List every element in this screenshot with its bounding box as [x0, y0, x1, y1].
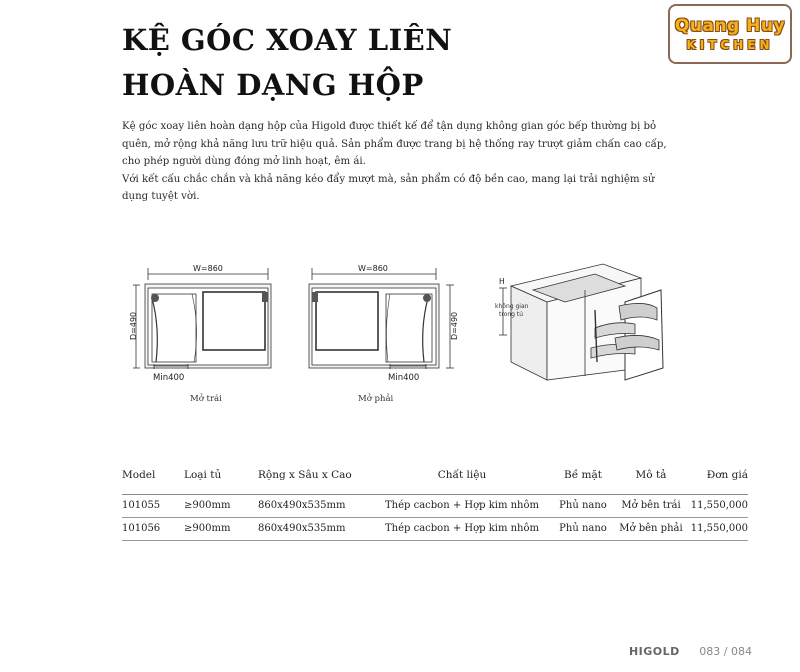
- plan-diagram-right-opening: [300, 258, 460, 388]
- cell-model: 101055: [122, 494, 184, 517]
- cell-description: Mở bên trái: [618, 494, 684, 517]
- plan-diagram-left-opening: [128, 258, 278, 388]
- table-row: [122, 494, 748, 517]
- cell-model: 101056: [122, 517, 184, 540]
- header-cabinet-type: Loại tủ: [184, 457, 258, 494]
- footer-brand: HIGOLD: [628, 645, 680, 658]
- width-label-left: W=860: [193, 264, 223, 273]
- caption-left-opening: Mở trái: [190, 394, 222, 404]
- depth-label-left: D=490: [129, 311, 138, 340]
- logo-subtitle: KITCHEN: [686, 38, 774, 52]
- width-label-right: W=860: [358, 264, 388, 273]
- logo-wordmark: Quang Huy: [674, 16, 786, 36]
- cell-price: 11,550,000: [684, 517, 748, 540]
- cell-dimensions: 860x490x535mm: [258, 517, 376, 540]
- header-dimensions: Rộng x Sâu x Cao: [258, 457, 376, 494]
- header-description: Mô tả: [618, 457, 684, 494]
- space-note-line-1: không gian: [495, 303, 529, 310]
- min-label-left: Min400: [153, 373, 185, 383]
- caption-right-opening: Mở phải: [358, 394, 394, 404]
- brand-logo: [668, 4, 792, 64]
- cell-surface: Phủ nano: [548, 517, 618, 540]
- product-description: [122, 118, 672, 206]
- depth-label-right: D=490: [450, 311, 459, 340]
- spec-table: [122, 457, 748, 541]
- description-paragraph-1: Kệ góc xoay liên hoàn dạng hộp của Higold được thiết kế để tận dụng không gian góc bếp thường bị bỏ quên, mở rộng khả năng lưu trữ hiệu quả. Sản phẩm được trang bị hệ thống ray trượt giảm chấn cao cấp, cho phép người dùng đóng mở linh hoạt, êm ái.: [122, 121, 667, 167]
- header-model: Model: [122, 457, 184, 494]
- header-price: Đơn giá: [684, 457, 748, 494]
- min-label-right: Min400: [388, 373, 420, 383]
- title-line-2: HOÀN DẠNG HỘP: [122, 68, 424, 102]
- page-title: [122, 18, 452, 108]
- title-line-1: KỆ GÓC XOAY LIÊN: [122, 23, 453, 57]
- cell-surface: Phủ nano: [548, 494, 618, 517]
- page-footer: [629, 645, 752, 658]
- table-header-row: [122, 457, 748, 494]
- cell-material: Thép cacbon + Hợp kim nhôm: [376, 494, 548, 517]
- description-paragraph-2: Với kết cấu chắc chắn và khả năng kéo đẩy mượt mà, sản phẩm có độ bền cao, mang lại trải nghiệm sử dụng tuyệt vời.: [122, 173, 655, 202]
- cell-price: 11,550,000: [684, 494, 748, 517]
- cell-description: Mở bên phải: [618, 517, 684, 540]
- header-surface: Bề mặt: [548, 457, 618, 494]
- page-numbers: 083 / 084: [699, 645, 752, 658]
- cell-cabinet-type: ≥900mm: [184, 517, 258, 540]
- space-note-line-2: trong tủ: [499, 311, 524, 318]
- cell-dimensions: 860x490x535mm: [258, 494, 376, 517]
- table-row: [122, 517, 748, 540]
- height-label: H: [499, 277, 505, 286]
- cell-cabinet-type: ≥900mm: [184, 494, 258, 517]
- isometric-cabinet-illustration: [475, 250, 680, 390]
- cell-material: Thép cacbon + Hợp kim nhôm: [376, 517, 548, 540]
- header-material: Chất liệu: [376, 457, 548, 494]
